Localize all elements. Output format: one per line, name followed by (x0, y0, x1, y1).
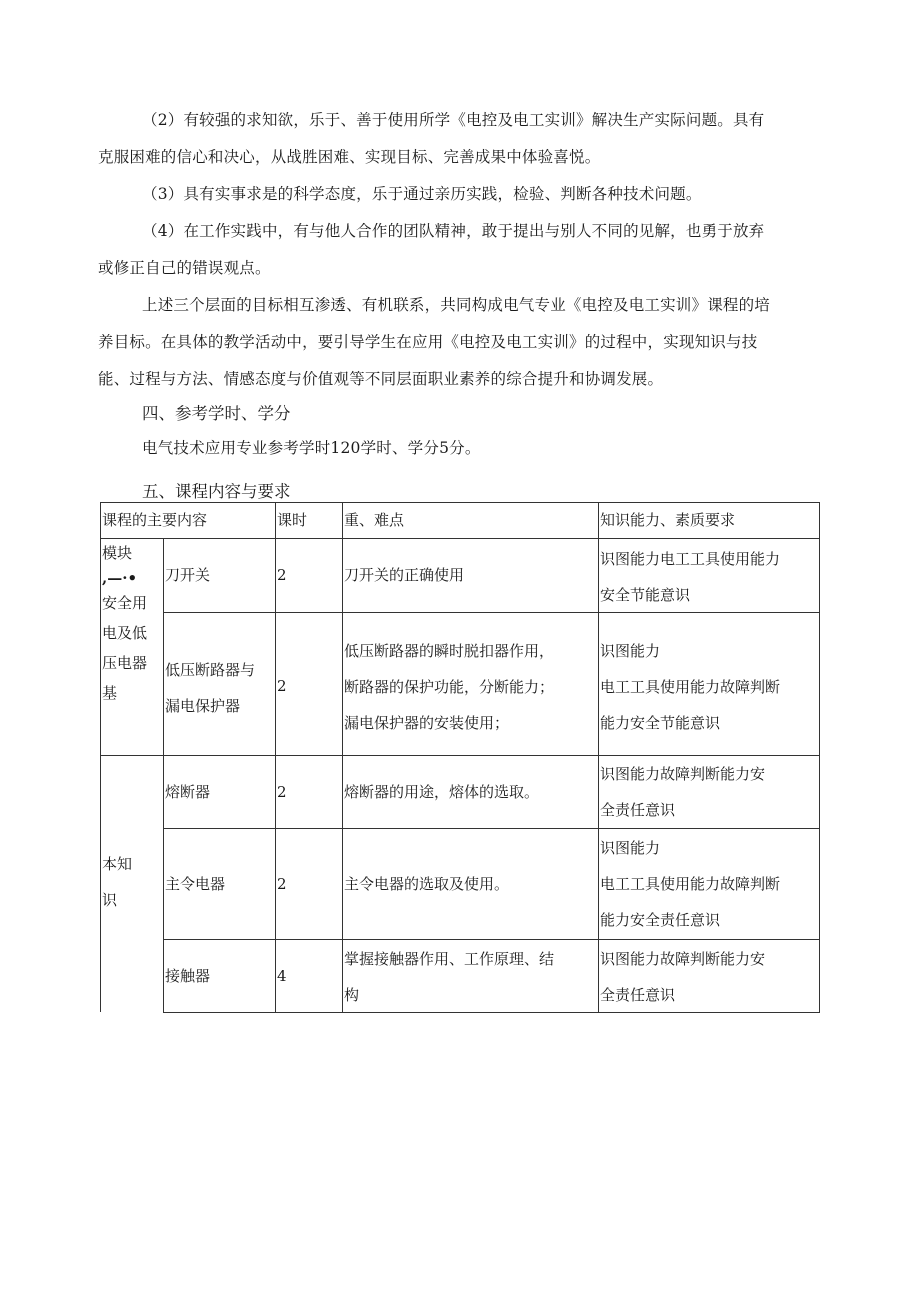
table-border (100, 502, 101, 1012)
table-row-topic: 接触器 (165, 967, 211, 985)
table-border (598, 502, 599, 1012)
table-row-requirements: 识图能力电工工具使用能力 安全节能意识 (600, 550, 781, 604)
module-label-continued: 本知 识 (102, 855, 133, 909)
table-row-key: 主令电器的选取及使用。 (344, 875, 510, 893)
table-row-key: 熔断器的用途，熔体的选取。 (344, 783, 540, 801)
table-header-requirements: 知识能力、素质要求 (600, 511, 736, 529)
table-row-topic: 刀开关 (165, 566, 211, 584)
table-row-requirements: 识图能力故障判断能力安 全责任意识 (600, 765, 766, 819)
table-border (163, 538, 164, 1012)
table-row-hours: 2 (277, 677, 287, 695)
paragraph-item-4: （4）在工作实践中，有与他人合作的团队精神，敢于提出与别人不同的见解，也勇于放弃 或修正自己的错误观点。 (98, 222, 765, 277)
table-border (819, 502, 820, 1012)
table-header-key-points: 重、难点 (344, 511, 405, 529)
table-row-hours: 4 (277, 967, 287, 985)
table-row-requirements: 识图能力 电工工具使用能力故障判断 能力安全节能意识 (600, 642, 781, 732)
module-label: 模块 ,—·• 安全用 电及低 压电器 基 (102, 544, 148, 702)
table-row-topic: 主令电器 (165, 875, 226, 893)
table-border (275, 502, 276, 1012)
table-border (163, 939, 820, 940)
table-row-hours: 2 (277, 783, 287, 801)
table-row-key: 低压断路器的瞬时脱扣器作用， 断路器的保护功能，分断能力； 漏电保护器的安装使用； (344, 642, 555, 732)
table-header-content: 课程的主要内容 (102, 511, 208, 529)
table-row-hours: 2 (277, 566, 287, 584)
table-row-key: 刀开关的正确使用 (344, 566, 465, 584)
table-border (342, 502, 343, 1012)
table-row-key: 掌握接触器作用、工作原理、结 构 (344, 950, 555, 1004)
paragraph-item-2: （2）有较强的求知欲，乐于、善于使用所学《电控及电工实训》解决生产实际问题。具有 克服困难的信心和决心，从战胜困难、实现目标、完善成果中体验喜悦。 (98, 111, 765, 166)
table-row-requirements: 识图能力故障判断能力安 全责任意识 (600, 950, 766, 1004)
section-heading-hours-credits: 四、参考学时、学分 (142, 404, 291, 423)
table-header-hours: 课时 (277, 511, 308, 529)
table-row-topic: 低压断路器与 漏电保护器 (165, 661, 256, 715)
section-heading-course-content: 五、课程内容与要求 (142, 482, 291, 501)
paragraph-item-3: （3）具有实事求是的科学态度，乐于通过亲历实践，检验、判断各种技术问题。 (142, 185, 702, 203)
table-row-requirements: 识图能力 电工工具使用能力故障判断 能力安全责任意识 (600, 839, 781, 929)
table-border (100, 538, 820, 539)
hours-credits-text: 电气技术应用专业参考学时120学时、学分5分。 (142, 439, 481, 457)
table-row-hours: 2 (277, 875, 287, 893)
table-row-topic: 熔断器 (165, 783, 211, 801)
table-border (163, 828, 820, 829)
course-content-table (100, 502, 820, 1012)
paragraph-summary: 上述三个层面的目标相互渗透、有机联系，共同构成电气专业《电控及电工实训》课程的培 养目标。在具体的教学活动中，要引导学生在应用《电控及电工实训》的过程中，实现知识与技 能、过程与方法、情感态度与价值观等不同层面职业素养的综合提升和协调发展。 (98, 296, 771, 388)
